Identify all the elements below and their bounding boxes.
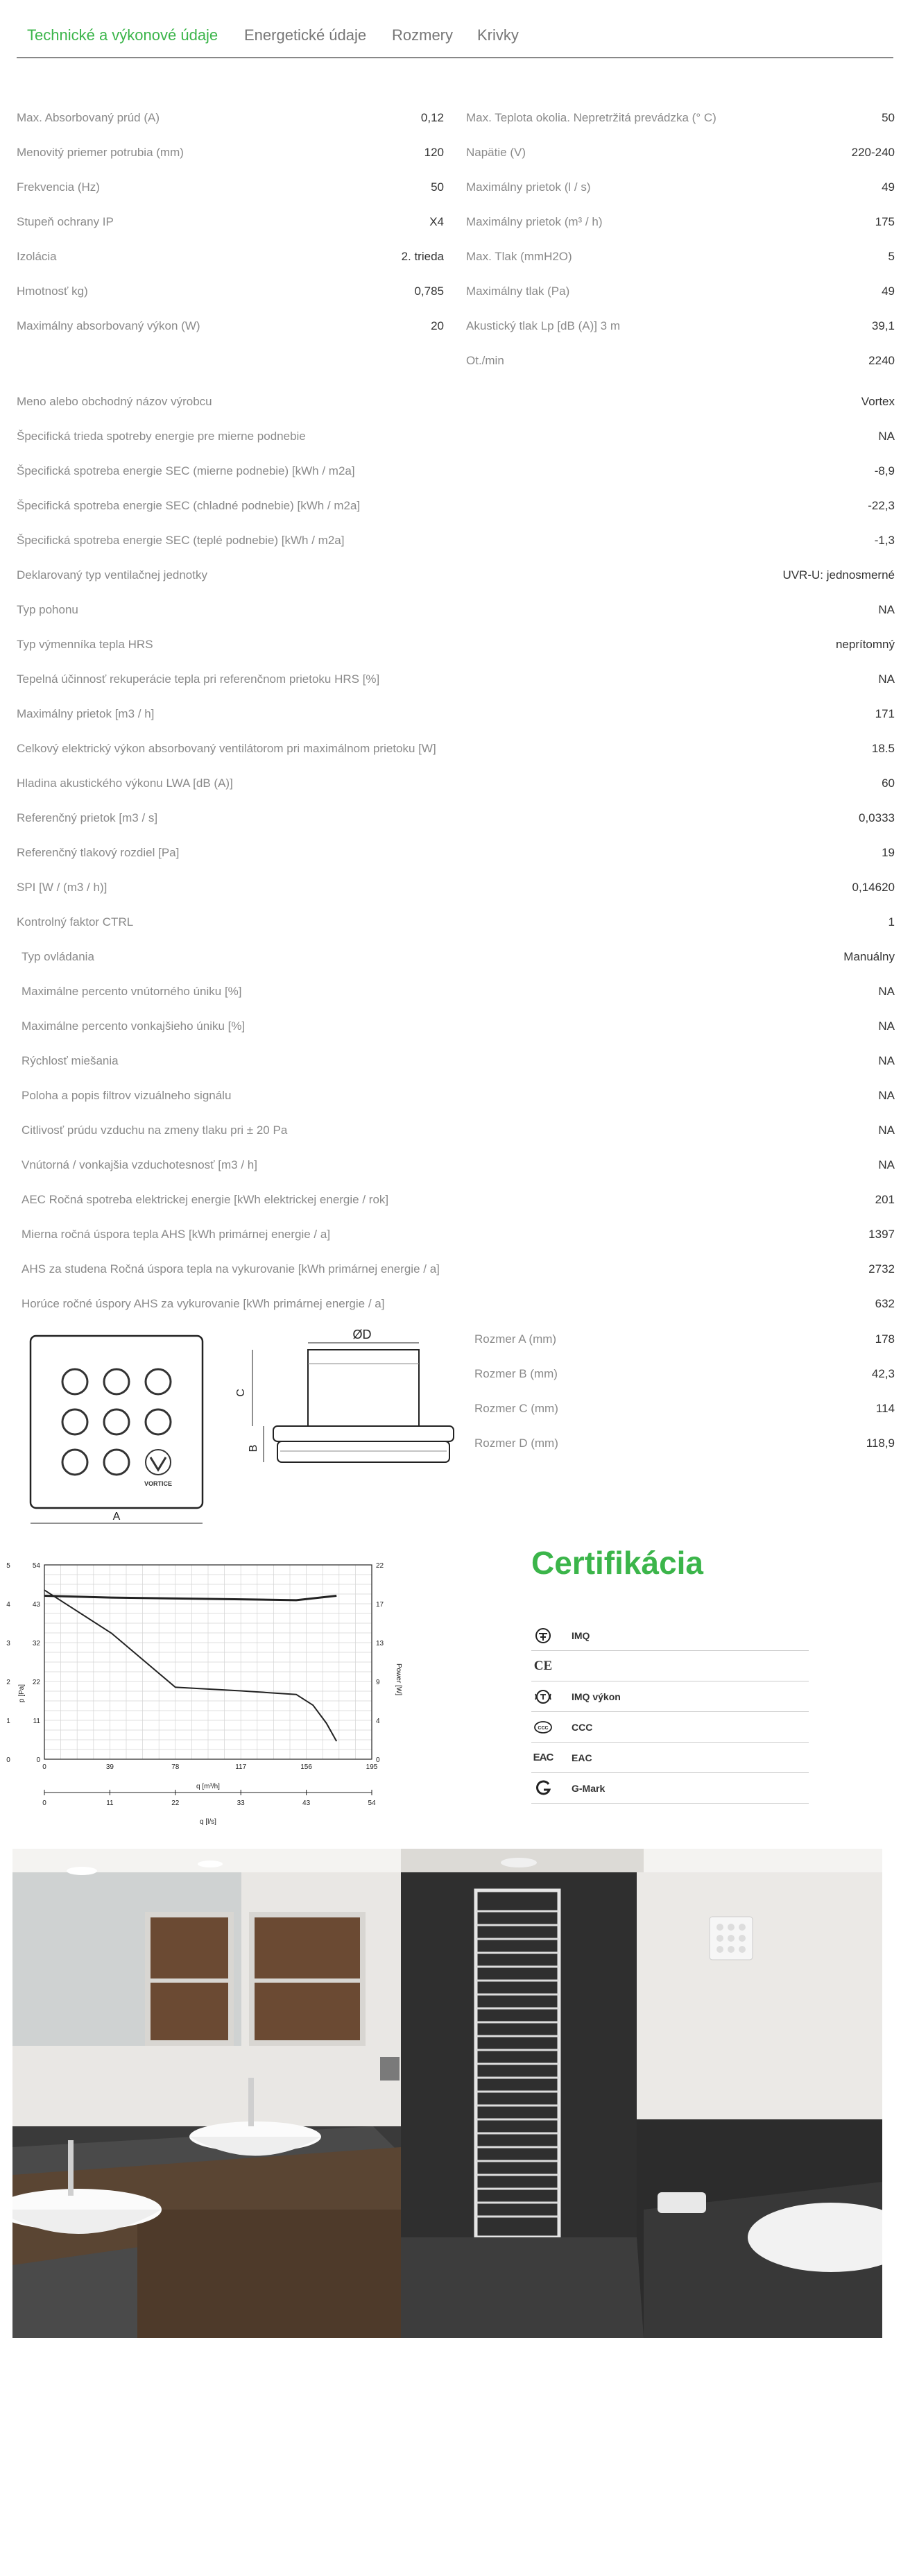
energy-label: Meno alebo obchodný názov výrobcu [17,395,212,408]
certification-list [531,1620,809,1804]
energy-label: Maximálny prietok [m3 / h] [17,707,155,720]
spec-label: Max. Tlak (mmH2O) [466,250,572,263]
energy-label: Špecifická spotreba energie SEC (mierne podnebie) [kWh / m2a] [17,464,355,477]
x-tick-label: 0 [42,1799,46,1807]
spec-value: X4 [429,215,444,228]
spec-row [466,274,895,309]
energy-row [17,1217,895,1252]
spec-row [466,205,895,239]
energy-value: 19 [882,846,895,859]
energy-label: Špecifická spotreba energie SEC (teplé podnebie) [kWh / m2a] [17,534,345,547]
dimension-row [474,1322,895,1357]
energy-value: 1 [888,915,895,929]
energy-label: Rýchlosť miešania [22,1054,119,1067]
energy-value: -8,9 [874,464,895,477]
energy-row [17,836,895,870]
spec-row [466,344,895,378]
spec-row [466,309,895,344]
energy-row [17,1113,895,1148]
spec-row [466,101,895,135]
spec-value: 2240 [868,354,895,367]
spec-row [17,274,444,309]
x-tick-label: 117 [235,1763,247,1771]
tab-dimensions[interactable]: Rozmery [392,26,454,44]
chart-grid [44,1565,372,1759]
tab-bar [17,21,893,58]
spec-label: Ot./min [466,354,504,367]
y-tick-label: 13 [376,1640,384,1647]
cert-item-ce [531,1651,809,1681]
energy-row [17,558,895,593]
cert-item-ccc [531,1712,809,1743]
y-tick-label: 0 [36,1756,40,1764]
energy-value: 171 [875,707,895,720]
energy-label: Vnútorná / vonkajšia vzduchotesnosť [m3 / h] [22,1158,257,1171]
energy-label: Horúce ročné úspory AHS za vykurovanie [kWh primárnej energie / a] [22,1297,385,1310]
x-tick-label: 0 [42,1763,46,1771]
energy-value: NA [878,985,895,998]
energy-value: 632 [875,1297,895,1310]
spec-value: 2. trieda [401,250,444,263]
spec-value: 49 [882,285,895,298]
spec-row [17,239,444,274]
energy-row [17,384,895,419]
energy-value: NA [878,603,895,616]
performance-curve-chart [0,1554,416,1832]
dimension-label: Rozmer B (mm) [474,1367,558,1380]
x-tick-label: 195 [366,1763,378,1771]
cert-label: IMQ výkon [572,1690,621,1702]
energy-label: Poloha a popis filtrov vizuálneho signálu [22,1089,232,1102]
dimension-label: Rozmer A (mm) [474,1332,557,1346]
energy-row [17,419,895,454]
energy-label: Špecifická spotreba energie SEC (chladné podnebie) [kWh / m2a] [17,499,361,512]
cert-item-imq [531,1620,809,1651]
energy-value: NA [878,1054,895,1067]
y-tick-label: 5 [6,1562,10,1570]
spec-value: 5 [888,250,895,263]
dimension-label: Rozmer D (mm) [474,1437,558,1450]
svg-text:CCC: CCC [538,1725,549,1731]
spec-value: 120 [424,146,444,159]
energy-row [17,489,895,523]
energy-row [17,697,895,731]
dimension-drawing [17,1322,455,1537]
spec-label: Frekvencia (Hz) [17,180,100,194]
energy-value: NA [878,672,895,686]
eac-icon: EAC [533,1752,553,1763]
x-tick-label: 11 [106,1799,114,1807]
energy-value: Manuálny [843,950,895,963]
energy-label: Maximálne percento vnútorného úniku [%] [22,985,242,998]
cert-item-g-mark [531,1773,809,1804]
energy-value: Vortex [861,395,895,408]
y-tick-label: 22 [376,1562,384,1570]
x-axis-label-ls: q [l/s] [200,1818,216,1826]
energy-row [17,731,895,766]
energy-value: neprítomný [835,638,895,651]
power-curve [44,1596,336,1600]
energy-label: SPI [W / (m3 / h)] [17,881,108,894]
energy-label: Špecifická trieda spotreby energie pre mierne podnebie [17,430,306,443]
y-tick-label: 9 [376,1679,380,1686]
photo-vent-grille [710,1917,753,1960]
energy-value: UVR-U: jednosmerné [782,568,895,582]
energy-value: 0,14620 [852,881,895,894]
x-tick-label: 39 [105,1763,114,1771]
energy-value: NA [878,1019,895,1033]
dimension-c-label: C [235,1389,247,1397]
y-tick-label: 54 [32,1562,40,1570]
dimension-label: Rozmer C (mm) [474,1402,558,1415]
x-tick-label: 156 [300,1763,312,1771]
energy-row [17,940,895,974]
spec-row [466,170,895,205]
dimension-a-label: A [112,1511,121,1523]
dimension-value: 42,3 [871,1367,895,1380]
energy-row [17,766,895,801]
bathroom-photo [12,1849,882,2338]
dimension-d-label: ØD [352,1328,372,1341]
energy-value: NA [878,1124,895,1137]
y-tick-label: 2 [6,1679,10,1686]
energy-label: AHS za studena Ročná úspora tepla na vykurovanie [kWh primárnej energie / a] [22,1262,440,1276]
spec-row [17,205,444,239]
energy-label: Maximálne percento vonkajšieho úniku [%] [22,1019,246,1033]
energy-label: Referenčný tlakový rozdiel [Pa] [17,846,180,859]
x-tick-label: 78 [171,1763,180,1771]
spec-value: 20 [431,319,444,332]
spec-row [17,135,444,170]
spec-label: Menovitý priemer potrubia (mm) [17,146,184,159]
dimension-value: 118,9 [866,1437,895,1450]
x-tick-label: 54 [368,1799,376,1807]
spec-row [17,170,444,205]
energy-row [17,1183,895,1217]
y-tick-label: 22 [32,1679,40,1686]
spec-label: Akustický tlak Lp [dB (A)] 3 m [466,319,621,332]
cert-item-imq-performance [531,1681,809,1712]
spec-row [17,101,444,135]
energy-row [17,1044,895,1078]
y-tick-label: 3 [6,1640,10,1647]
energy-label: Citlivosť prúdu vzduchu na zmeny tlaku pri ± 20 Pa [22,1124,288,1137]
certification-title: Certifikácia [531,1545,704,1581]
energy-row [17,662,895,697]
spec-label: Max. Absorbovaný prúd (A) [17,111,160,124]
imq-icon [533,1625,553,1646]
energy-row [17,1252,895,1287]
energy-row [17,801,895,836]
spec-value: 220-240 [851,146,895,159]
tab-curves[interactable]: Krivky [477,26,519,44]
energy-row [17,1148,895,1183]
spec-row [466,239,895,274]
energy-row [17,627,895,662]
energy-row [17,905,895,940]
energy-label: Mierna ročná úspora tepla AHS [kWh primárnej energie / a] [22,1228,331,1241]
spec-value: 0,12 [420,111,444,124]
y-tick-label: 1 [6,1718,10,1725]
energy-row [17,870,895,905]
spec-value: 175 [875,215,895,228]
energy-label: Celkový elektrický výkon absorbovaný ventilátorom pri maximálnom prietoku [W] [17,742,436,755]
energy-label: Referenčný prietok [m3 / s] [17,811,158,824]
dimension-row [474,1391,895,1426]
energy-label: Tepelná účinnosť rekuperácie tepla pri referenčnom prietoku HRS [%] [17,672,380,686]
tab-technical-performance[interactable]: Technické a výkonové údaje [27,26,218,44]
brand-text: VORTICE [144,1480,173,1487]
spec-row [466,135,895,170]
x-tick-label: 33 [237,1799,245,1807]
photo-right-wall [637,1849,882,2126]
energy-row [17,454,895,489]
photo-dark-wall [401,1849,637,2237]
spec-label: Max. Teplota okolia. Nepretržitá prevádzka (° C) [466,111,716,124]
spec-value: 50 [882,111,895,124]
pressure-curve [44,1590,336,1741]
spec-label: Maximálny absorbovaný výkon (W) [17,319,200,332]
energy-value: 0,0333 [859,811,895,824]
y-tick-label: 43 [32,1601,40,1609]
energy-label: AEC Ročná spotreba elektrickej energie [kWh elektrickej energie / rok] [22,1193,389,1206]
cert-item-eac [531,1743,809,1773]
energy-value: -22,3 [868,499,895,512]
dimension-row [474,1357,895,1391]
energy-row [17,1287,895,1321]
spec-label: Izolácia [17,250,57,263]
ce-icon: CE [533,1658,553,1673]
y-tick-label: 17 [376,1601,384,1609]
y-tick-label: 0 [376,1756,380,1764]
y-axis-label-pressure: p [Pa] [18,1684,26,1703]
energy-value: 18.5 [871,742,895,755]
y-tick-label: 4 [376,1718,380,1725]
ccc-icon [533,1717,553,1738]
energy-value: NA [878,1089,895,1102]
spec-label: Stupeň ochrany IP [17,215,114,228]
dimension-b-label: B [248,1444,259,1452]
spec-value: 50 [431,180,444,194]
energy-value: 1397 [868,1228,895,1241]
energy-value: 2732 [868,1262,895,1276]
energy-value: -1,3 [874,534,895,547]
dimension-value: 178 [875,1332,895,1346]
energy-value: 201 [875,1193,895,1206]
energy-label: Typ výmenníka tepla HRS [17,638,153,651]
energy-row [17,1078,895,1113]
energy-label: Kontrolný faktor CTRL [17,915,134,929]
y-tick-label: 32 [32,1640,40,1647]
spec-label: Maximálny tlak (Pa) [466,285,570,298]
x-tick-label: 22 [171,1799,180,1807]
energy-label: Hladina akustického výkonu LWA [dB (A)] [17,777,233,790]
y-tick-label: 11 [33,1718,40,1725]
spec-value: 39,1 [871,319,895,332]
y-axis-label-power: Power [W] [395,1663,402,1696]
energy-row [17,974,895,1009]
dimension-row [474,1426,895,1461]
energy-label: Deklarovaný typ ventilačnej jednotky [17,568,207,582]
energy-value: 60 [882,777,895,790]
dimension-value: 114 [875,1402,895,1415]
spec-label: Napätie (V) [466,146,526,159]
cert-label: IMQ [572,1629,590,1641]
energy-value: NA [878,1158,895,1171]
energy-row [17,1009,895,1044]
spec-label: Hmotnosť kg) [17,285,88,298]
x-tick-label: 43 [302,1799,311,1807]
spec-row [17,309,444,344]
vortice-logo [144,1450,172,1487]
g-mark-icon [533,1778,553,1799]
tab-energy-data[interactable]: Energetické údaje [244,26,367,44]
cert-label: CCC [572,1721,593,1733]
energy-row [17,523,895,558]
spec-value: 0,785 [414,285,444,298]
y-tick-label: 4 [6,1601,10,1609]
cert-label: EAC [572,1752,592,1763]
energy-value: NA [878,430,895,443]
energy-label: Typ pohonu [17,603,78,616]
x-axis-label-m3h: q [m³/h] [196,1783,220,1790]
y-tick-label: 0 [6,1756,10,1764]
spec-label: Maximálny prietok (m³ / h) [466,215,603,228]
imq-performance-icon [533,1686,553,1707]
spec-value: 49 [882,180,895,194]
spec-label: Maximálny prietok (l / s) [466,180,591,194]
energy-label: Typ ovládania [22,950,94,963]
cert-label: G-Mark [572,1782,606,1794]
energy-row [17,593,895,627]
